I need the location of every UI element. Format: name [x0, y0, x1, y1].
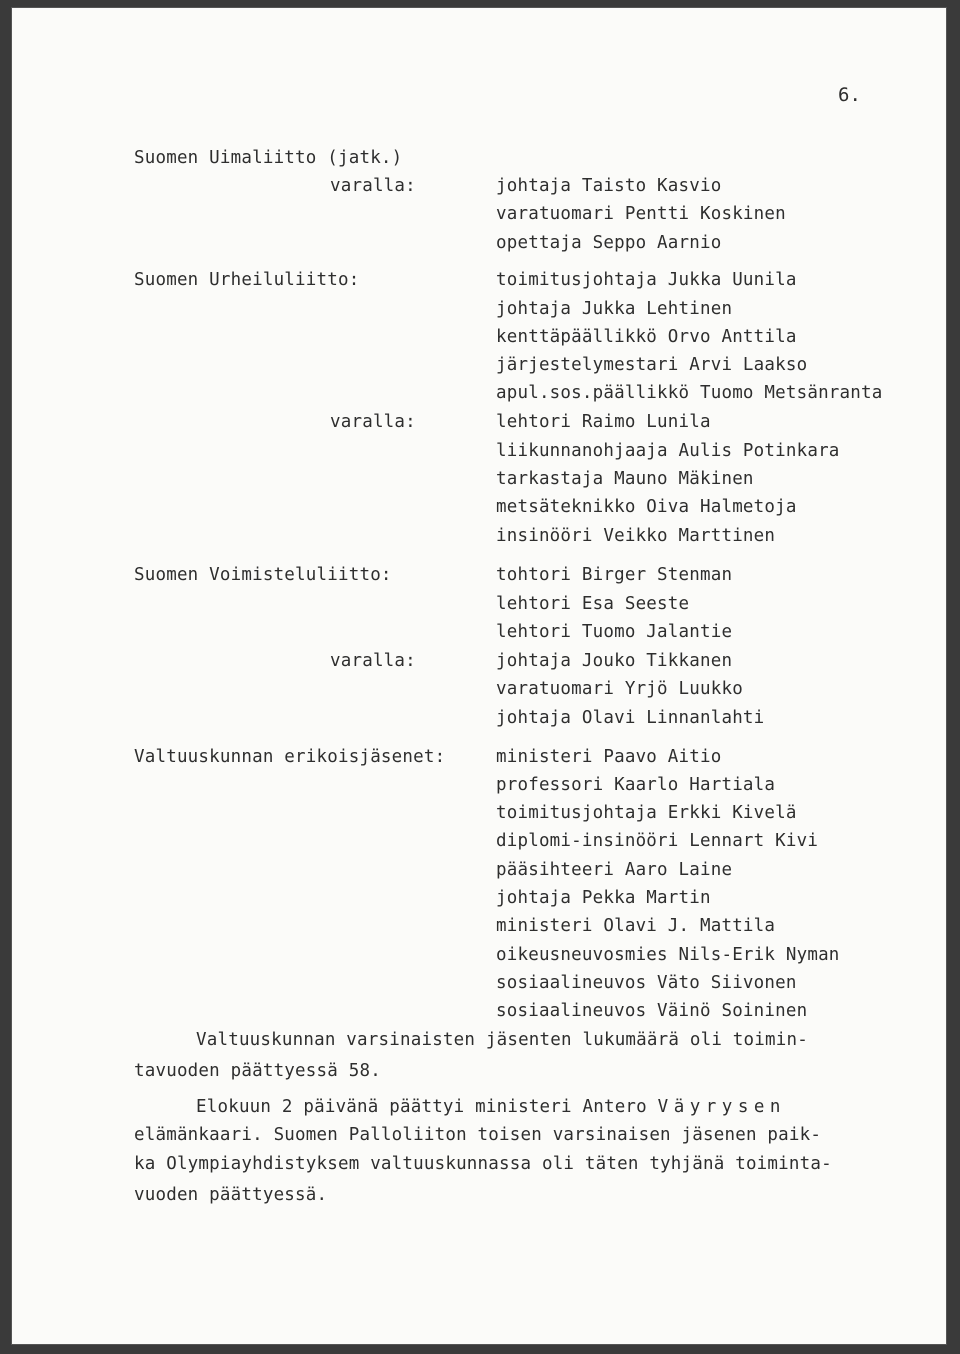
- section-label-voimisteluliitto: Suomen Voimisteluliitto:: [134, 565, 392, 585]
- section-label-uimaliitto: Suomen Uimaliitto (jatk.): [134, 148, 403, 168]
- member-name: pääsihteeri Aaro Laine: [496, 860, 733, 880]
- member-name: tohtori Birger Stenman: [496, 565, 733, 585]
- deputy-name: metsäteknikko Oiva Halmetoja: [496, 497, 797, 517]
- section-label-erikoisjasenet: Valtuuskunnan erikoisjäsenet:: [134, 747, 446, 767]
- deputy-name: varatuomari Pentti Koskinen: [496, 204, 786, 224]
- deputy-name: johtaja Jouko Tikkanen: [496, 651, 733, 671]
- section-label-urheiluliitto: Suomen Urheiluliitto:: [134, 270, 360, 290]
- member-name: oikeusneuvosmies Nils-Erik Nyman: [496, 945, 840, 965]
- member-name: johtaja Pekka Martin: [496, 888, 711, 908]
- paragraph-line: [196, 1097, 786, 1117]
- document-page: [12, 8, 946, 1344]
- deputy-name: lehtori Raimo Lunila: [496, 412, 711, 432]
- deputy-name: liikunnanohjaaja Aulis Potinkara: [496, 441, 840, 461]
- member-name: sosiaalineuvos Väinö Soininen: [496, 1001, 808, 1021]
- paragraph-line: Valtuuskunnan varsinaisten jäsenten lukumäärä oli toimin-: [196, 1030, 808, 1050]
- deputy-name: opettaja Seppo Aarnio: [496, 233, 722, 253]
- member-name: lehtori Esa Seeste: [496, 594, 690, 614]
- member-name: toimitusjohtaja Jukka Uunila: [496, 270, 797, 290]
- deputy-name: johtaja Taisto Kasvio: [496, 176, 722, 196]
- member-name: lehtori Tuomo Jalantie: [496, 622, 733, 642]
- paragraph-line: tavuoden päättyessä 58.: [134, 1061, 381, 1081]
- member-name: johtaja Jukka Lehtinen: [496, 299, 733, 319]
- deputy-name: varatuomari Yrjö Luukko: [496, 679, 743, 699]
- member-name: ministeri Paavo Aitio: [496, 747, 722, 767]
- deputy-label: varalla:: [330, 176, 416, 196]
- member-name: diplomi-insinööri Lennart Kivi: [496, 831, 819, 851]
- spaced-name: Väyrysen: [657, 1097, 786, 1117]
- paragraph-line: vuoden päättyessä.: [134, 1185, 328, 1205]
- deputy-label: varalla:: [330, 651, 416, 671]
- paragraph-line: elämänkaari. Suomen Palloliiton toisen varsinaisen jäsenen paik-: [134, 1125, 822, 1145]
- member-name: apul.sos.päällikkö Tuomo Metsänranta: [496, 383, 883, 403]
- deputy-name: johtaja Olavi Linnanlahti: [496, 708, 765, 728]
- paragraph-line: ka Olympiayhdistyksem valtuuskunnassa oli täten tyhjänä toiminta-: [134, 1154, 832, 1174]
- member-name: kenttäpäällikkö Orvo Anttila: [496, 327, 797, 347]
- member-name: toimitusjohtaja Erkki Kivelä: [496, 803, 797, 823]
- page-number: 6.: [838, 84, 861, 106]
- member-name: ministeri Olavi J. Mattila: [496, 916, 776, 936]
- paragraph-text: Elokuun 2 päivänä päättyi ministeri Antero: [196, 1097, 658, 1117]
- member-name: sosiaalineuvos Väto Siivonen: [496, 973, 797, 993]
- deputy-label: varalla:: [330, 412, 416, 432]
- deputy-name: insinööri Veikko Marttinen: [496, 526, 776, 546]
- member-name: professori Kaarlo Hartiala: [496, 775, 776, 795]
- deputy-name: tarkastaja Mauno Mäkinen: [496, 469, 754, 489]
- member-name: järjestelymestari Arvi Laakso: [496, 355, 808, 375]
